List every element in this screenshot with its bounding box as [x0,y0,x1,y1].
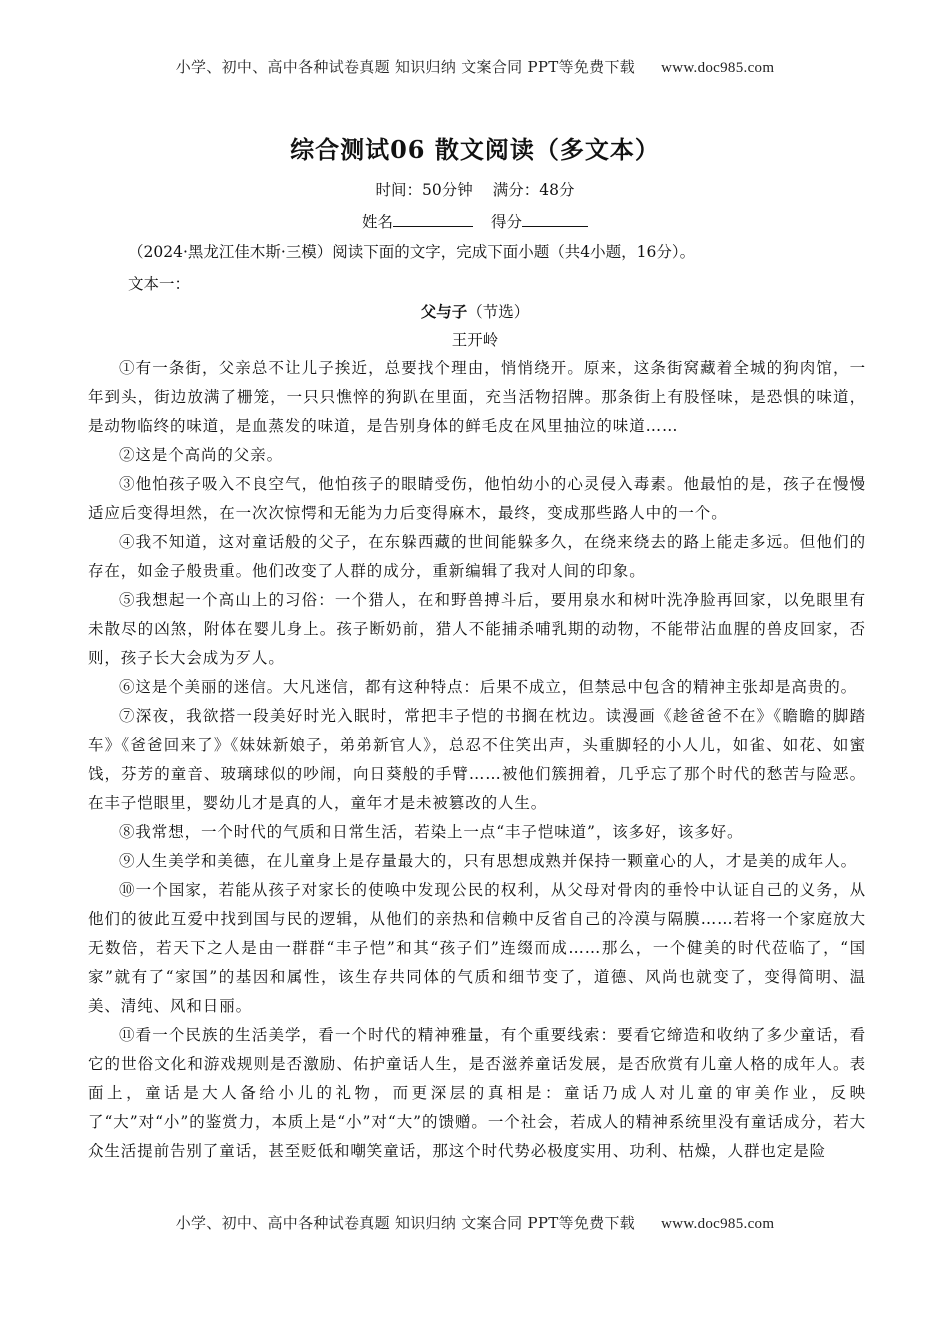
article-note: （节选） [467,303,530,321]
paragraph-5: ⑤我想起一个高山上的习俗：一个猎人，在和野兽搏斗后，要用泉水和树叶洗净脸再回家，以免眼里有未散尽的凶煞，附体在婴儿身上。孩子断奶前，猎人不能捕杀哺乳期的动物，不能带沾血腥的兽皮回家，否则，孩子长大会成为歹人。 [88,591,866,667]
name-blank[interactable] [393,212,473,227]
full-score: 满分：48分 [492,181,575,199]
text-one-label: 文本一： [128,275,191,293]
paragraph-11: ⑪看一个民族的生活美学，看一个时代的精神雅量，有个重要线索：要看它缔造和收纳了多少童话，看它的世俗文化和游戏规则是否激励、佑护童话人生，是否滋养童话发展，是否欣赏有儿童人格的成年人。表面上，童话是大人备给小儿的礼物，而更深层的真相是：童话乃成人对儿童的审美作业，反映了“大”对“小”的鉴赏力，本质上是“小”对“大”的馈赠。一个社会，若成人的精神系统里没有童话成分，若大众生活提前告别了童话，甚至贬低和嘲笑童话，那这个时代势必极度实用、功利、枯燥，人群也定是险 [88,1026,866,1160]
article-body [88,354,866,1166]
footer-text: 小学、初中、高中各种试卷真题 知识归纳 文案合同 PPT等免费下载 [175,1214,636,1232]
paragraph-10: ⑩一个国家，若能从孩子对家长的使唤中发现公民的权利，从父母对骨肉的垂怜中认证自己的义务，从他们的彼此互爱中找到国与民的逻辑，从他们的亲热和信赖中反省自己的冷漠与隔膜……若将一个家庭放大无数倍，若天下之人是由一群群“丰子恺”和其“孩子们”连缀而成……那么，一个健美的时代莅临了，“国家”就有了“家国”的基因和属性，该生存共同体的气质和细节变了，道德、风尚也就变了，变得简明、温美、清纯、风和日丽。 [88,881,866,1015]
paragraph-3: ③他怕孩子吸入不良空气，他怕孩子的眼睛受伤，他怕幼小的心灵侵入毒素。他最怕的是，孩子在慢慢适应后变得坦然，在一次次惊愕和无能为力后变得麻木，最终，变成那些路人中的一个。 [88,475,866,522]
article-title: 父与子 [420,302,468,321]
score-blank[interactable] [522,212,588,227]
paragraph-2: ②这是个高尚的父亲。 [119,446,284,464]
footer-url[interactable]: www.doc985.com [661,1216,775,1232]
header-url[interactable]: www.doc985.com [661,60,775,76]
page-footer [0,1212,950,1233]
section-title [0,300,950,322]
exam-meta [0,178,950,200]
paragraph-4: ④我不知道，这对童话般的父子，在东躲西藏的世间能躲多久，在绕来绕去的路上能走多远。但他们的存在，如金子般贵重。他们改变了人群的成分，重新编辑了我对人间的印象。 [88,533,866,580]
paragraph-6: ⑥这是个美丽的迷信。大凡迷信，都有这种特点：后果不成立，但禁忌中包含的精神主张却是高贵的。 [119,678,858,696]
header-text: 小学、初中、高中各种试卷真题 知识归纳 文案合同 PPT等免费下载 [175,58,636,76]
paragraph-7: ⑦深夜，我欲搭一段美好时光入眠时，常把丰子恺的书搁在枕边。读漫画《趁爸爸不在》《瞻瞻的脚踏车》《爸爸回来了》《妹妹新娘子，弟弟新官人》，总忍不住笑出声，头重脚轻的小人儿，如雀、如花、如蜜饯，芬芳的童音、玻璃球似的吵闹，向日葵般的手臂……被他们簇拥着，几乎忘了那个时代的愁苦与险恶。在丰子恺眼里，婴幼儿才是真的人，童年才是未被篡改的人生。 [88,707,866,812]
name-label: 姓名 [361,213,393,231]
paragraph-9: ⑨人生美学和美德，在儿童身上是存量最大的，只有思想成熟并保持一颗童心的人，才是美的成年人。 [119,852,858,870]
question-intro: （2024·黑龙江佳木斯·三模）阅读下面的文字，完成下面小题（共4小题，16分）。 [128,243,696,261]
time-limit: 时间：50分钟 [375,181,473,199]
name-score-line [0,210,950,232]
article-author: 王开岭 [451,331,499,349]
paragraph-8: ⑧我常想，一个时代的气质和日常生活，若染上一点“丰子恺味道”，该多好，该多好。 [119,823,744,841]
page-header [0,56,950,77]
page-title: 综合测试06 散文阅读（多文本） [290,135,660,164]
paragraph-1: ①有一条街，父亲总不让儿子挨近，总要找个理由，悄悄绕开。原来，这条街窝藏着全城的狗肉馆，一年到头，街边放满了栅笼，一只只憔悴的狗趴在里面，充当活物招牌。那条街上有股怪味，是恐惧的味道，是动物临终的味道，是血蒸发的味道，是告别身体的鲜毛皮在风里抽泣的味道…… [88,359,866,435]
score-label: 得分 [491,213,523,231]
